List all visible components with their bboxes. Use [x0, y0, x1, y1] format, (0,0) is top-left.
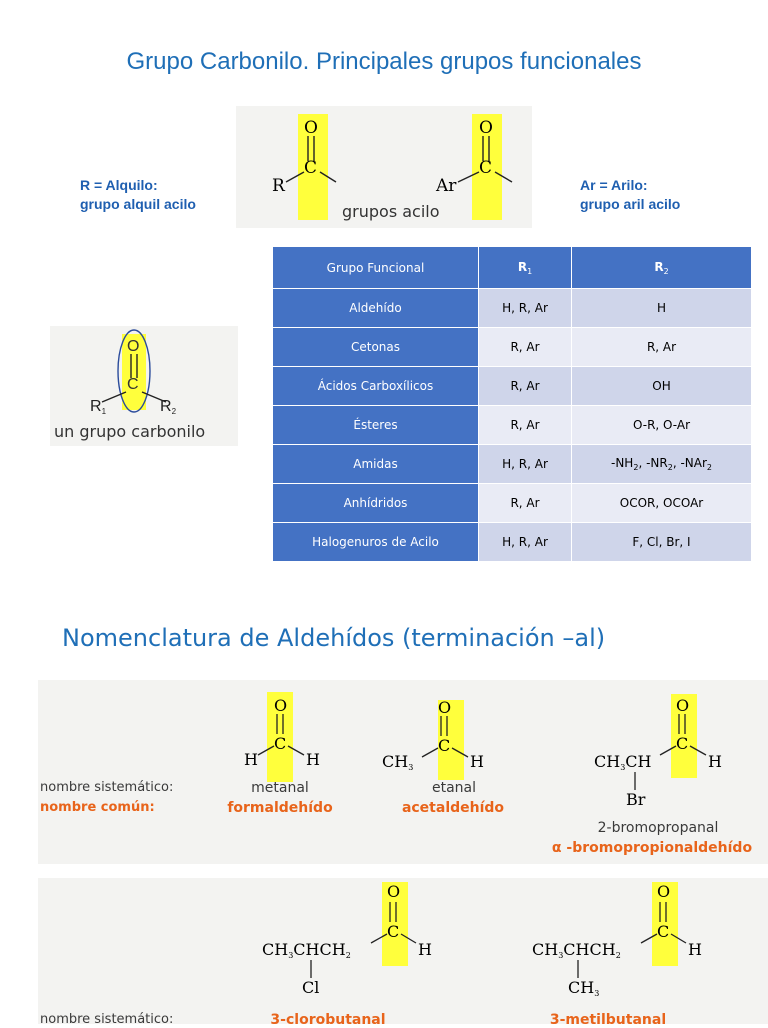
- cell-name: Halogenuros de Acilo: [273, 523, 479, 562]
- carbon: C: [676, 734, 689, 753]
- alkyl-note: [80, 176, 196, 214]
- bromine: Br: [626, 790, 646, 809]
- oxygen: O: [387, 882, 401, 901]
- cell-name: Ácidos Carboxílicos: [273, 367, 479, 406]
- hydrogen: H: [708, 752, 722, 771]
- cell-r2: OH: [572, 367, 752, 406]
- table-row: [273, 367, 752, 406]
- cell-name: Ésteres: [273, 406, 479, 445]
- carbon: C: [274, 734, 287, 753]
- aryl-note-line2: grupo aril acilo: [580, 196, 681, 212]
- cell-r2: H: [572, 289, 752, 328]
- carbonyl-image: [50, 326, 238, 446]
- oxygen: O: [274, 696, 288, 715]
- cell-name: Anhídridos: [273, 484, 479, 523]
- oxygen-left: O: [304, 118, 318, 138]
- r2-label: $R_2$: [160, 398, 177, 416]
- cell-r2: $-NH_2$, $-NR_2$, -NAr$_2$: [572, 445, 752, 484]
- carbon: C: [438, 736, 451, 755]
- alkyl-note-line1: R = Alquilo:: [80, 177, 158, 193]
- chain: $CH_3CHCH_2$: [532, 940, 621, 960]
- aldehyde-panel-2: [38, 878, 768, 1028]
- sys-label: nombre sistemático:: [40, 1012, 174, 1027]
- cell-name: Amidas: [273, 445, 479, 484]
- common-label: nombre común:: [40, 800, 155, 815]
- cell-r1: R, Ar: [479, 406, 572, 445]
- cell-r1: R, Ar: [479, 367, 572, 406]
- hydrogen: H: [470, 752, 484, 771]
- aryl-note: [580, 176, 680, 214]
- cell-r2: R, Ar: [572, 328, 752, 367]
- common-name: formaldehído: [227, 800, 333, 816]
- cell-name: Cetonas: [273, 328, 479, 367]
- header-group: Grupo Funcional: [273, 247, 479, 289]
- acyl-groups-image: [236, 106, 532, 228]
- chlorine: Cl: [302, 978, 320, 997]
- alkyl-note-line2: grupo alquil acilo: [80, 196, 196, 212]
- table-row: [273, 484, 752, 523]
- header-r2: $R_2$: [572, 247, 752, 289]
- cell-name: Aldehído: [273, 289, 479, 328]
- sys-name: 3-clorobutanal: [270, 1012, 386, 1028]
- cell-r2: F, Cl, Br, I: [572, 523, 752, 562]
- aldehyde-bonds-1: [38, 680, 768, 864]
- chain: $CH_3CH$: [594, 752, 652, 772]
- cell-r1: R, Ar: [479, 328, 572, 367]
- carbon-left: C: [304, 158, 318, 178]
- hydrogen: H: [688, 940, 702, 959]
- common-name: acetaldehído: [401, 800, 505, 816]
- sys-name: metanal: [251, 780, 309, 796]
- aryl-note-line1: Ar = Arilo:: [580, 177, 648, 193]
- sys-name: etanal: [431, 780, 477, 796]
- cell-r1: H, R, Ar: [479, 445, 572, 484]
- sys-name: 2-bromopropanal: [597, 820, 719, 836]
- oxygen: O: [676, 696, 690, 715]
- table-row: [273, 289, 752, 328]
- oxygen: O: [438, 698, 452, 717]
- cell-r2: OCOR, OCOAr: [572, 484, 752, 523]
- carbon: C: [657, 922, 670, 941]
- cell-r1: H, R, Ar: [479, 289, 572, 328]
- table-row: [273, 328, 752, 367]
- carbon-right: C: [479, 158, 493, 178]
- cell-r1: H, R, Ar: [479, 523, 572, 562]
- methyl: $CH_3$: [382, 752, 414, 772]
- aldehyde-panel-1: [38, 680, 768, 864]
- section-title: Nomenclatura de Aldehídos (terminación –al): [62, 624, 606, 652]
- common-name: α -bromopropionaldehído: [551, 840, 753, 856]
- cell-r1: R, Ar: [479, 484, 572, 523]
- table-row: [273, 406, 752, 445]
- page-title: Grupo Carbonilo. Principales grupos funcionales: [126, 48, 642, 75]
- table-header: [273, 247, 752, 289]
- methyl: $CH_3$: [568, 978, 600, 998]
- header-r1: $R_1$: [479, 247, 572, 289]
- cell-r2: O-R, O-Ar: [572, 406, 752, 445]
- carbonyl-oxygen: O: [127, 338, 140, 355]
- sys-label: nombre sistemático:: [40, 780, 174, 795]
- functional-groups-table: [272, 246, 752, 562]
- carbon: C: [387, 922, 400, 941]
- oxygen-right: O: [479, 118, 493, 138]
- oxygen: O: [657, 882, 671, 901]
- acyl-caption: grupos acilo: [342, 202, 440, 221]
- hydrogen: H: [244, 750, 258, 769]
- sys-name: 3-metilbutanal: [549, 1012, 667, 1028]
- r1-label: $R_1$: [90, 398, 107, 416]
- ar-label: Ar: [436, 176, 457, 196]
- chain: $CH_3CHCH_2$: [262, 940, 351, 960]
- carbonyl-carbon: C: [127, 376, 139, 393]
- table-row: [273, 445, 752, 484]
- r-label: R: [272, 176, 285, 196]
- table-row: [273, 523, 752, 562]
- hydrogen: H: [306, 750, 320, 769]
- hydrogen: H: [418, 940, 432, 959]
- carbonyl-caption: un grupo carbonilo: [54, 422, 206, 441]
